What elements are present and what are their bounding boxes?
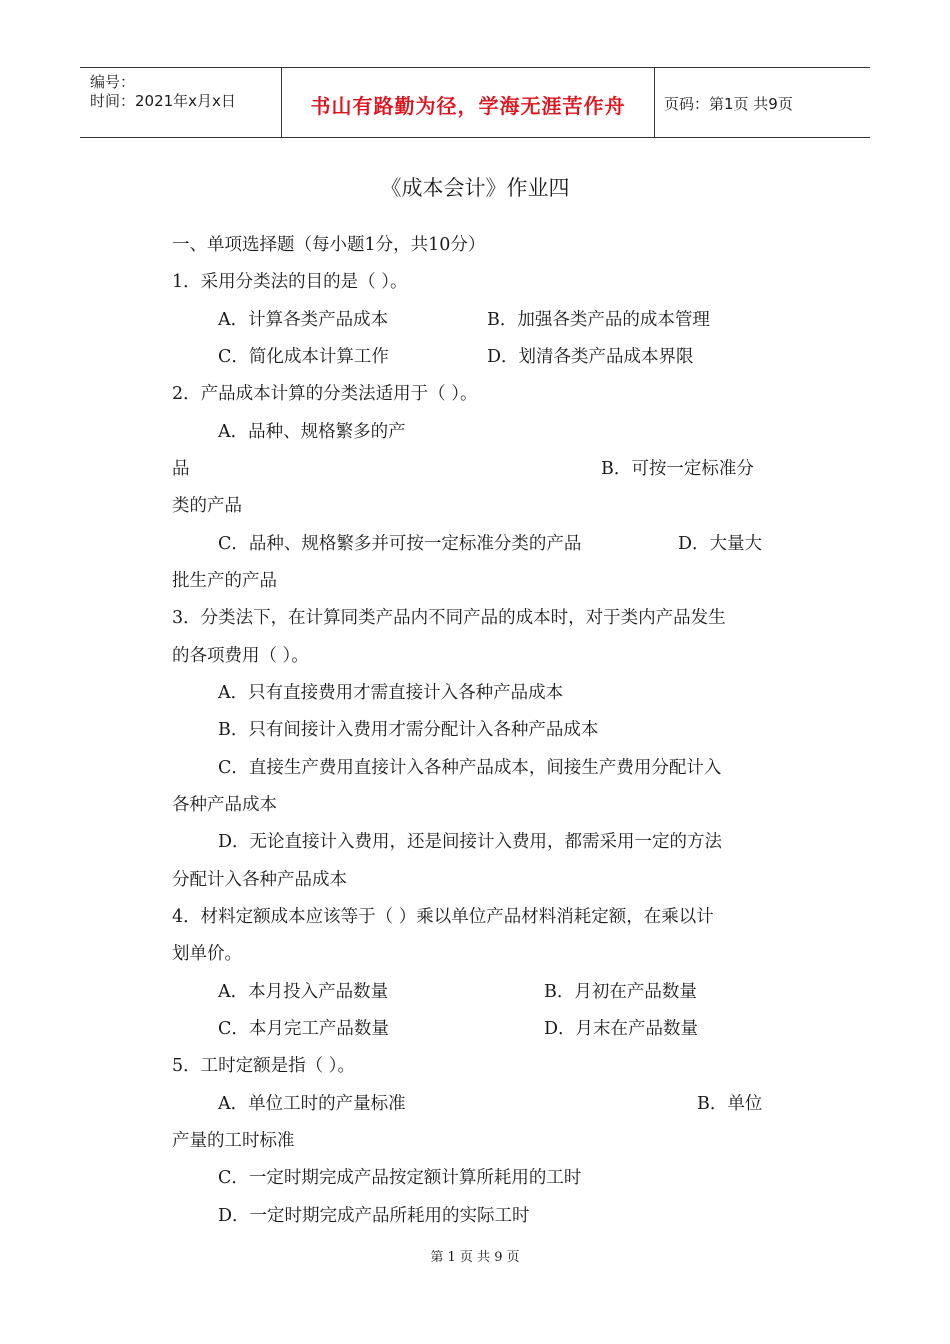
q1-option-b: B．加强各类产品的成本管理: [487, 310, 710, 330]
q4-stem-line2: 划单价。: [172, 944, 242, 964]
q2-option-c: C．品种、规格繁多并可按一定标准分类的产品: [218, 534, 582, 554]
q5-option-a: A．单位工时的产量标准: [218, 1094, 406, 1114]
q3-option-c-cont: 各种产品成本: [172, 795, 277, 815]
page-header: [80, 67, 870, 138]
q5-option-d: D．一定时期完成产品所耗用的实际工时: [218, 1206, 530, 1226]
q3-option-d-cont: 分配计入各种产品成本: [172, 870, 347, 890]
q1-stem: 1．采用分类法的目的是（ ）。: [172, 272, 408, 292]
q1-option-c: C．简化成本计算工作: [218, 347, 389, 367]
q3-option-d: D．无论直接计入费用，还是间接计入费用，都需采用一定的方法: [218, 832, 723, 852]
q2-option-d-cont: 批生产的产品: [172, 571, 277, 591]
q3-option-b: B．只有间接计入费用才需分配计入各种产品成本: [218, 720, 599, 740]
header-motto-cell: [281, 68, 655, 137]
q4-option-a: A．本月投入产品数量: [218, 982, 389, 1002]
q2-option-b-cont: 类的产品: [172, 496, 242, 516]
q1-option-a: A．计算各类产品成本: [218, 310, 389, 330]
q3-stem-line2: 的各项费用（ ）。: [172, 646, 309, 666]
q4-option-c: C．本月完工产品数量: [218, 1019, 389, 1039]
q5-stem: 5．工时定额是指（ ）。: [172, 1056, 355, 1076]
q3-option-c: C．直接生产费用直接计入各种产品成本，间接生产费用分配计入: [218, 758, 722, 778]
page-footer: 第 1 页 共 9 页: [430, 1250, 520, 1265]
serial-label: 编号：: [90, 73, 136, 91]
q2-option-a: A．品种、规格繁多的产: [218, 422, 406, 442]
time-label: 时间：2021年x月x日: [90, 92, 236, 110]
q2-option-b: B．可按一定标准分: [601, 459, 754, 479]
q4-option-d: D．月末在产品数量: [544, 1019, 699, 1039]
q2-stem: 2．产品成本计算的分类法适用于（ ）。: [172, 384, 478, 404]
q5-option-c: C．一定时期完成产品按定额计算所耗用的工时: [218, 1168, 582, 1188]
motto: 书山有路勤为径，学海无涯苦作舟: [310, 94, 626, 118]
q1-option-d: D．划清各类产品成本界限: [487, 347, 694, 367]
q5-option-b: B．单位: [697, 1094, 763, 1114]
q2-option-d: D．大量大: [678, 534, 763, 554]
document-title: 《成本会计》作业四: [380, 176, 570, 200]
q4-stem-line1: 4．材料定额成本应该等于（ ）乘以单位产品材料消耗定额，在乘以计: [172, 907, 714, 927]
header-page-cell: [654, 68, 870, 137]
q3-stem-line1: 3．分类法下，在计算同类产品内不同产品的成本时，对于类内产品发生: [172, 608, 726, 628]
header-meta: [80, 68, 280, 137]
q4-option-b: B．月初在产品数量: [544, 982, 697, 1002]
page-info: 页码：第1页 共9页: [664, 95, 793, 113]
section-heading: 一、单项选择题（每小题1分，共10分）: [172, 235, 486, 255]
q5-option-b-cont: 产量的工时标准: [172, 1131, 295, 1151]
q3-option-a: A．只有直接费用才需直接计入各种产品成本: [218, 683, 564, 703]
q2-option-a-cont: 品: [172, 459, 190, 479]
